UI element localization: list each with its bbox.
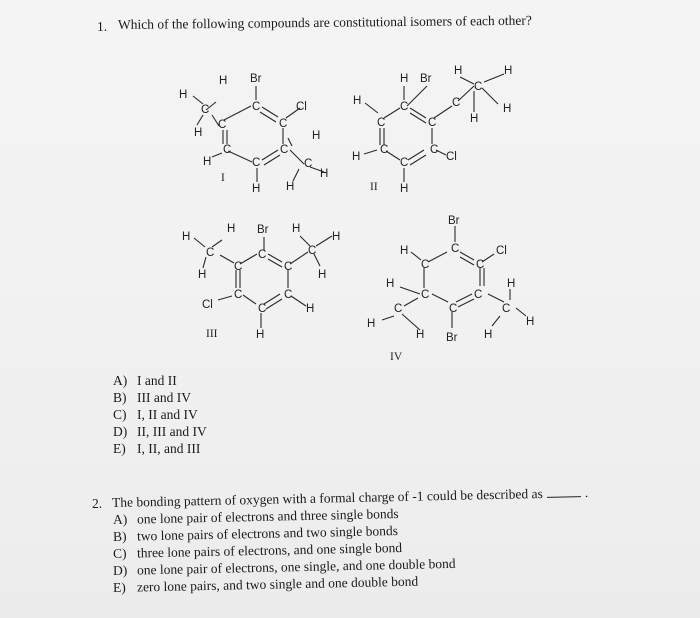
bond-line — [364, 150, 377, 154]
structure-label: IV — [390, 351, 403, 363]
atom-label: C — [474, 81, 483, 93]
structure-III — [182, 223, 340, 341]
atom-label: H — [367, 318, 376, 330]
q1-option-a[interactable]: A) I and II — [113, 373, 177, 388]
atom-label: H — [400, 245, 409, 257]
bond-line — [482, 88, 498, 104]
bond-line — [316, 236, 332, 246]
atom-label: C — [234, 261, 243, 273]
structure-IV — [367, 215, 534, 363]
bond-line — [264, 294, 280, 304]
bond-line — [365, 103, 378, 113]
bond-line — [408, 150, 424, 160]
atom-label: Br — [250, 73, 262, 85]
bond-line — [260, 112, 276, 122]
atom-label: C — [421, 259, 430, 271]
atom-label: C — [234, 289, 243, 301]
atom-label: C — [430, 144, 439, 156]
bond-line — [243, 295, 256, 304]
q1-number: 1. — [97, 19, 108, 34]
bond-line — [410, 108, 426, 118]
structure-II — [352, 65, 512, 195]
atom-label: H — [353, 95, 362, 107]
bond-line — [492, 316, 500, 326]
atom-label: H — [320, 168, 329, 180]
atom-label: H — [504, 65, 513, 77]
atom-label: C — [421, 289, 430, 301]
bond-line — [290, 150, 304, 164]
bond-line — [262, 150, 278, 160]
atom-label: H — [292, 223, 301, 235]
atom-label: C — [502, 303, 511, 315]
bond-line — [264, 155, 280, 165]
bond-line — [293, 169, 299, 181]
atom-label: C — [284, 261, 293, 273]
atom-label: H — [312, 130, 321, 142]
bond-line — [402, 314, 420, 330]
atom-label: H — [352, 151, 361, 163]
bond-line — [400, 287, 420, 294]
bond-line — [410, 113, 426, 123]
bond-line — [484, 74, 504, 82]
bond-line — [404, 298, 418, 306]
atom-label: H — [332, 231, 341, 243]
atom-label: H — [179, 89, 188, 101]
atom-label: H — [484, 329, 493, 341]
bond-line — [197, 115, 203, 125]
atom-label: H — [306, 303, 315, 315]
bond-line — [212, 153, 222, 157]
bond-line — [432, 294, 448, 302]
atom-label: Br — [446, 332, 458, 344]
structure-label: I — [221, 172, 225, 184]
q2-option-e[interactable]: E) zero lone pairs, and two single and one double bond — [112, 573, 419, 595]
bond-line — [488, 294, 504, 302]
q2-option-c[interactable]: C) three lone pairs of electrons, and one single bond — [112, 539, 403, 561]
atom-label: C — [279, 118, 288, 130]
q1-option-c[interactable]: C) I, II and IV — [113, 407, 198, 422]
atom-label: H — [503, 103, 512, 115]
atom-label: H — [227, 223, 236, 235]
structure-label: II — [370, 181, 378, 193]
q2-number: 2. — [92, 496, 103, 511]
bond-line — [193, 96, 203, 104]
atom-label: H — [386, 278, 395, 290]
bond-line — [194, 238, 205, 247]
q2-option-d[interactable]: D) one lone pair of electrons, one single, and one double bond — [112, 555, 456, 578]
q2-option-a[interactable]: A) one lone pair of electrons and three single bonds — [112, 506, 399, 527]
atom-label: C — [451, 243, 460, 255]
atom-label: Br — [448, 215, 460, 227]
bond-line — [434, 106, 452, 118]
atom-label: H — [198, 269, 207, 281]
atom-label: C — [201, 104, 210, 116]
atom-label: H — [182, 231, 191, 243]
atom-label: C — [258, 303, 267, 315]
atom-label: C — [252, 157, 261, 169]
atom-label: C — [304, 158, 313, 170]
atom-label: Cl — [496, 245, 507, 257]
q1-option-e[interactable]: E) I, II, and III — [113, 441, 201, 456]
atom-label: H — [219, 75, 228, 87]
bond-line — [228, 151, 252, 162]
atom-label: C — [400, 157, 409, 169]
atom-label: H — [256, 329, 265, 341]
atom-label: C — [452, 97, 461, 109]
bond-line — [428, 252, 447, 262]
atom-label: H — [526, 316, 535, 328]
bond-line — [516, 308, 526, 316]
atom-label: C — [252, 101, 261, 113]
q1-option-d[interactable]: D) II, III and IV — [113, 424, 207, 439]
atom-label: C — [449, 303, 458, 315]
atom-label: C — [218, 119, 227, 131]
atom-label: C — [380, 144, 389, 156]
atom-label: C — [308, 245, 317, 257]
atom-label: C — [476, 259, 485, 271]
atom-label: C — [284, 289, 293, 301]
bond-line — [266, 299, 282, 309]
bond-line — [407, 86, 427, 106]
atom-label: H — [286, 181, 295, 193]
atom-label: C — [377, 117, 386, 129]
atom-label: H — [318, 269, 327, 281]
bond-line — [382, 316, 394, 320]
atom-label: C — [428, 117, 437, 129]
bond-line — [240, 254, 257, 264]
q2-option-b[interactable]: B) two lone pairs of electrons and two single bonds — [112, 523, 399, 544]
atom-label: H — [507, 278, 516, 290]
bond-line — [262, 107, 278, 117]
atom-label: H — [203, 156, 212, 168]
atom-label: Cl — [446, 151, 457, 163]
structure-I — [179, 73, 328, 195]
atom-label: C — [400, 101, 409, 113]
atom-label: H — [470, 113, 479, 125]
q1-prompt: Which of the following compounds are constitutional isomers of each other? — [117, 12, 532, 32]
atom-label: Cl — [202, 299, 213, 311]
atom-label: H — [400, 183, 409, 195]
bond-line — [290, 252, 308, 264]
bond-line — [218, 296, 232, 300]
atom-label: H — [400, 73, 409, 85]
bond-line — [288, 138, 292, 146]
atom-label: C — [394, 303, 403, 315]
atom-label: H — [454, 65, 463, 77]
atom-label: H — [194, 127, 203, 139]
q1-option-b[interactable]: B) III and IV — [113, 390, 191, 405]
bond-line — [411, 252, 421, 260]
atom-label: Cl — [296, 101, 307, 113]
bond-line — [458, 86, 474, 101]
atom-label: C — [474, 289, 483, 301]
atom-label: Br — [257, 224, 269, 236]
atom-label: C — [206, 247, 215, 259]
atom-label: H — [252, 183, 261, 195]
bond-line — [212, 240, 222, 247]
q2-prompt: The bonding pattern of oxygen with a formal charge of -1 could be described as . — [111, 485, 589, 510]
bond-line — [384, 108, 400, 118]
atom-label: Br — [420, 73, 432, 85]
bond-line — [291, 296, 306, 306]
structure-label: III — [206, 328, 218, 340]
atom-label: C — [223, 144, 232, 156]
atom-label: C — [280, 144, 289, 156]
bond-line — [220, 255, 234, 263]
bond-line — [224, 106, 251, 120]
bond-line — [460, 77, 474, 84]
bond-line — [410, 155, 426, 165]
atom-label: H — [416, 329, 425, 341]
atom-label: C — [258, 249, 267, 261]
